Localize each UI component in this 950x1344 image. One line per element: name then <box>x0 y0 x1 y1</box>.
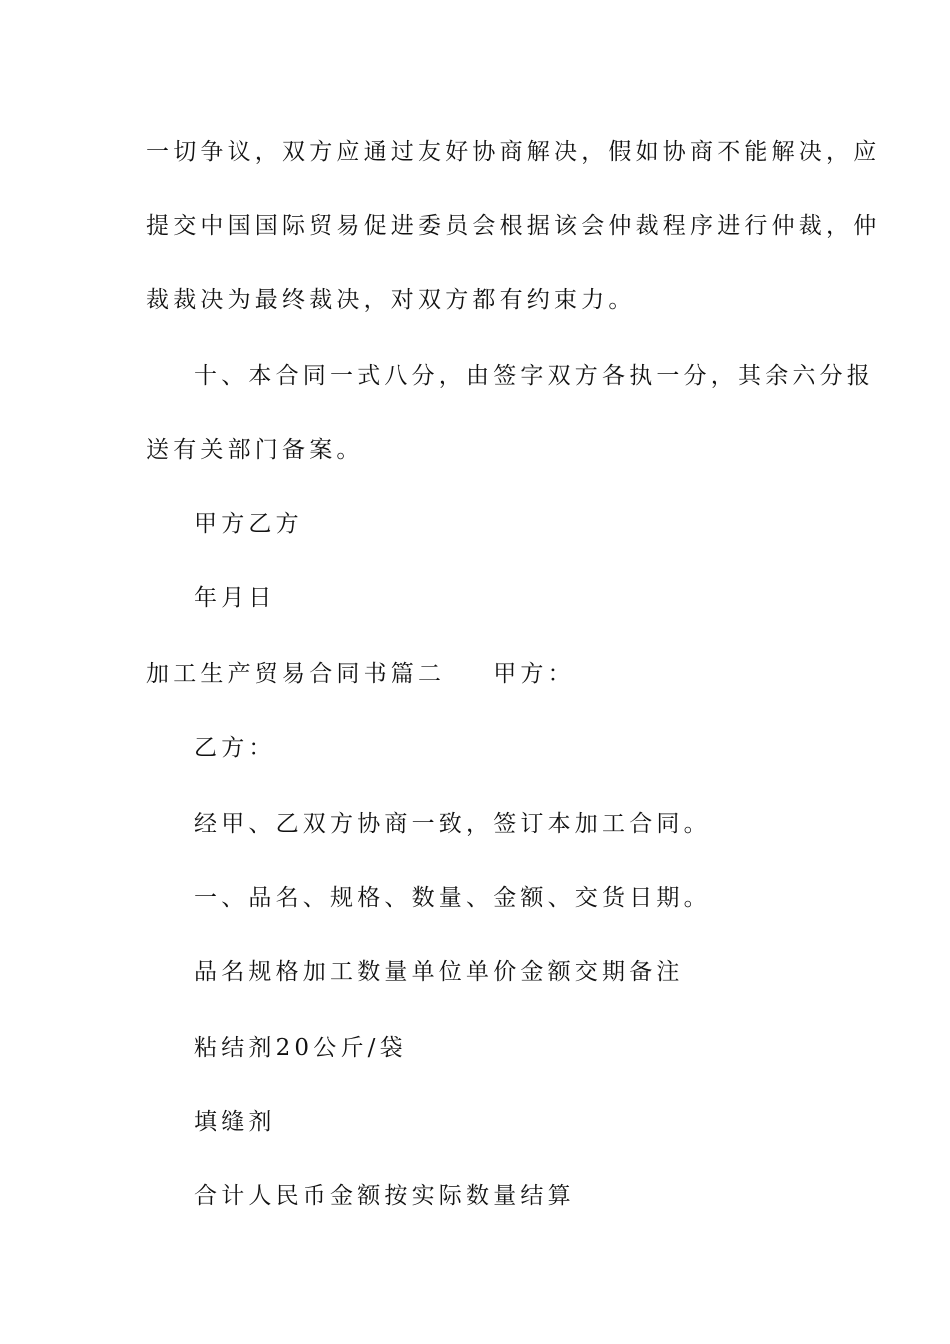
section-title: 加工生产贸易合同书篇二 <box>146 661 446 687</box>
clause-one-line: 一、品名、规格、数量、金额、交货日期。 <box>194 885 711 911</box>
text-line: 提交中国国际贸易促进委员会根据该会仲裁程序进行仲裁，仲 <box>146 213 881 239</box>
clause-ten-line: 十、本合同一式八分，由签字双方各执一分，其余六分报 <box>194 363 874 389</box>
item-line: 粘结剂20公斤/袋 <box>194 1035 407 1061</box>
party-a-label: 甲方： <box>493 661 575 687</box>
party-b-label: 乙方： <box>194 735 276 761</box>
text-line: 送有关部门备案。 <box>146 437 364 463</box>
section-heading-line <box>146 658 806 690</box>
text-line: 一切争议，双方应通过友好协商解决，假如协商不能解决，应 <box>146 139 881 165</box>
signature-parties: 甲方乙方 <box>194 511 303 537</box>
item-line: 填缝剂 <box>194 1109 276 1135</box>
signature-date: 年月日 <box>194 585 276 611</box>
text-line: 裁裁决为最终裁决，对双方都有约束力。 <box>146 287 636 313</box>
intro-line: 经甲、乙双方协商一致，签订本加工合同。 <box>194 811 711 837</box>
table-header-line: 品名规格加工数量单位单价金额交期备注 <box>194 959 684 985</box>
total-line: 合计人民币金额按实际数量结算 <box>194 1183 575 1209</box>
